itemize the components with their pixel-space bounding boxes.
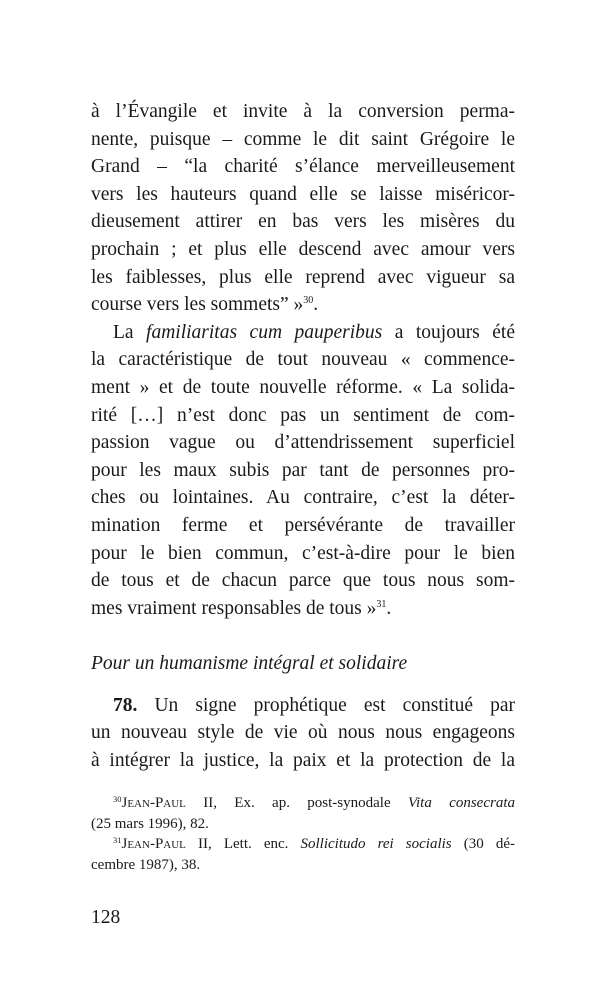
text-line: Grand – “la charité s’élance merveilleusement	[91, 156, 515, 178]
text-line	[91, 595, 515, 623]
footnote-30-line: (25 mars 1996), 82.	[91, 815, 209, 832]
text-line: mination ferme et persévérante de travailler	[91, 514, 515, 536]
text-line: à intégrer la justice, la paix et la protection de la	[91, 750, 515, 772]
punctuation: .	[386, 597, 392, 619]
text-line: un nouveau style de vie où nous nous engageons	[91, 722, 515, 744]
text-line: prochain ; et plus elle descend avec amour vers	[91, 238, 515, 260]
document-title: Sollicitudo rei socialis	[300, 836, 452, 852]
paragraph-number: 78.	[113, 694, 138, 716]
paragraph-continuation	[91, 98, 515, 319]
text-line: vers les hauteurs quand elle se laisse miséricor-	[91, 183, 515, 205]
text-fragment: , Ex. ap. post-synodale	[213, 795, 408, 811]
text-fragment: (30 dé-	[451, 836, 515, 852]
text-line: nente, puisque – comme le dit saint Grégoire le	[91, 128, 515, 150]
paragraph-78	[91, 692, 515, 775]
text-line	[91, 291, 515, 319]
page-body	[91, 98, 515, 775]
footnote-31-line: cembre 1987), 38.	[91, 856, 201, 873]
document-title: Vita consecrata	[407, 795, 515, 811]
footnotes	[91, 793, 515, 875]
text-fragment: , Lett. enc.	[207, 836, 301, 852]
text-line: de tous et de chacun parce que tous nous som-	[91, 570, 515, 592]
text-line: pour les maux subis par tant de personnes pro-	[91, 459, 515, 481]
page-number: 128	[91, 907, 121, 928]
footnote-ref-30: 30	[303, 295, 314, 307]
text-line: ches ou lointaines. Au contraire, c’est la déter-	[91, 487, 515, 509]
punctuation: .	[313, 294, 319, 316]
footnote-31-line	[91, 834, 515, 855]
text-line: ment » et de toute nouvelle réforme. « La solida-	[91, 376, 515, 398]
text-line: dieusement attirer en bas vers les misères du	[91, 211, 515, 233]
section-heading: Pour un humanisme intégral et solidaire	[91, 653, 408, 675]
text-line: les faiblesses, plus elle reprend avec vigueur sa	[91, 266, 515, 288]
footnote-author: Jean-Paul II	[121, 836, 208, 852]
text-line: pour le bien commun, c’est-à-dire pour le bien	[91, 542, 515, 564]
text-line: la caractéristique de tout nouveau « commence-	[91, 349, 515, 371]
text-line	[91, 319, 515, 347]
footnote-mark: 31	[113, 835, 122, 845]
text-fragment: a toujours été	[382, 321, 515, 343]
text-line: rité […] n’est donc pas un sentiment de com-	[91, 404, 515, 426]
text-line: à l’Évangile et invite à la conversion perma-	[91, 101, 515, 122]
footnote-ref-31: 31	[376, 598, 387, 610]
text-line	[91, 692, 515, 720]
text-fragment: course vers les sommets” »	[91, 294, 304, 316]
text-line: passion vague ou d’attendrissement superficiel	[91, 432, 515, 454]
footnote-author: Jean-Paul II	[121, 795, 214, 811]
text-fragment: La	[113, 321, 147, 343]
paragraph-familiaritas	[91, 319, 515, 623]
footnote-mark: 30	[113, 794, 122, 804]
footnote-30-line	[91, 793, 515, 814]
text-fragment: mes vraiment responsables de tous »	[91, 597, 377, 619]
latin-phrase: familiaritas cum pauperibus	[146, 321, 383, 343]
text-fragment: Un signe prophétique est constitué par	[137, 694, 515, 716]
